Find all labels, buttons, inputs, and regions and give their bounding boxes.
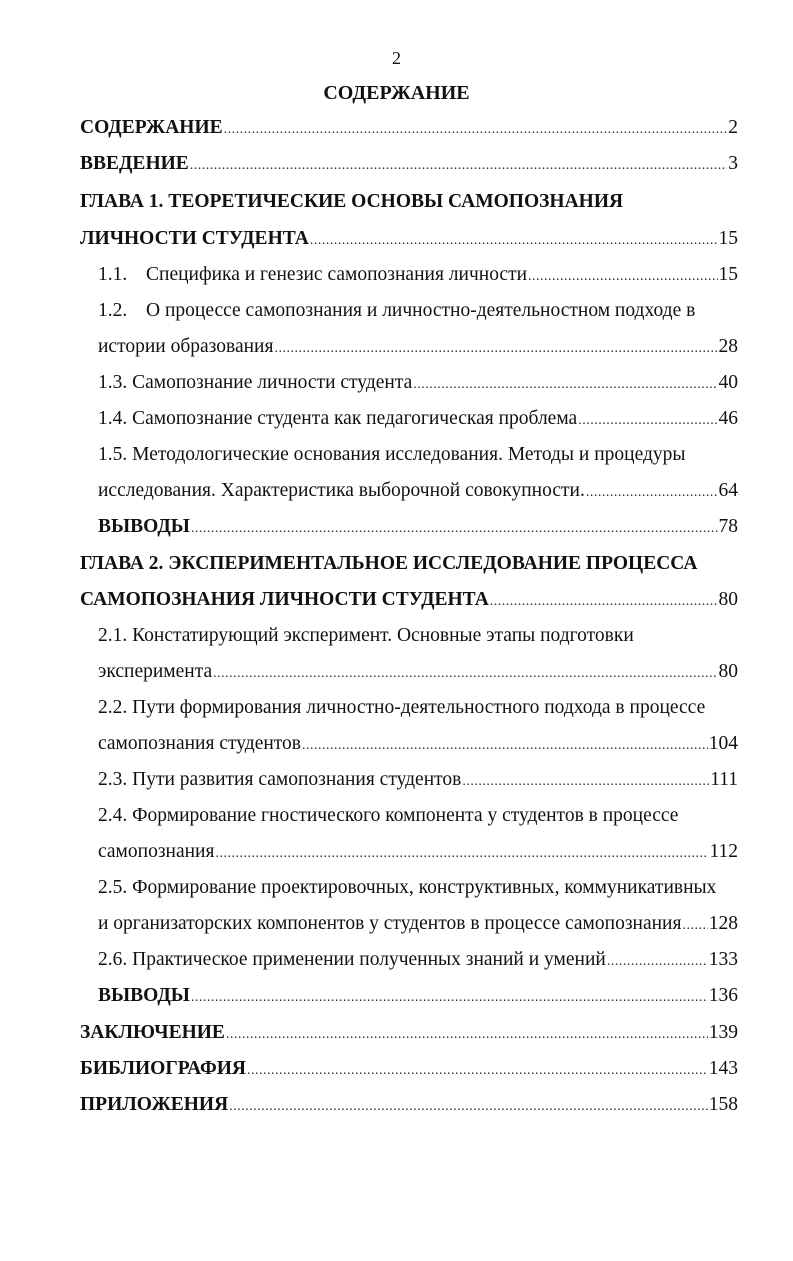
toc-entry-page: 3	[728, 153, 738, 174]
toc-entry-text: СОДЕРЖАНИЕ	[80, 117, 223, 138]
toc-entry-page: 143	[708, 1058, 738, 1079]
toc-entry-section-2-5-line-1[interactable]	[98, 873, 738, 903]
dot-leader	[302, 731, 708, 761]
toc-entry-section-2-1-line-1[interactable]	[98, 621, 738, 651]
dot-leader	[682, 911, 707, 941]
dot-leader	[215, 839, 708, 869]
dot-leader	[310, 226, 718, 256]
toc-entry-number: 1.1.	[98, 264, 128, 285]
toc-entry-bibliography[interactable]	[80, 1054, 738, 1084]
toc-entry-introduction[interactable]	[80, 149, 738, 179]
toc-entry-section-1-1[interactable]	[98, 260, 738, 290]
toc-entry-chapter-1-line-1[interactable]	[80, 187, 738, 217]
toc-entry-text: 2.3. Пути развития самопознания студентов	[98, 769, 462, 790]
toc-entry-page: 64	[718, 480, 738, 501]
toc-entry-chapter-1-line-2[interactable]	[80, 224, 738, 254]
toc-entry-chapter-2-line-1[interactable]	[80, 549, 738, 579]
toc-entry-page: 112	[709, 841, 738, 862]
toc-entry-section-2-2-line-2[interactable]	[98, 729, 738, 759]
dot-leader	[224, 115, 728, 145]
toc-entry-text: истории образования	[98, 336, 274, 357]
dot-leader	[191, 514, 718, 544]
dot-leader	[413, 370, 717, 400]
toc-entry-text: САМОПОЗНАНИЯ ЛИЧНОСТИ СТУДЕНТА	[80, 589, 489, 610]
toc-entry-page: 133	[708, 949, 738, 970]
dot-leader	[191, 983, 708, 1013]
dot-leader	[213, 659, 717, 689]
toc-entry-contents[interactable]	[80, 113, 738, 143]
dot-leader	[490, 587, 718, 617]
dot-leader	[462, 767, 709, 797]
dot-leader	[528, 262, 717, 292]
toc-entry-page: 40	[718, 372, 738, 393]
toc-entry-appendices[interactable]	[80, 1090, 738, 1120]
toc-entry-conclusions-2[interactable]	[98, 981, 738, 1011]
toc-entry-chapter-2-line-2[interactable]	[80, 585, 738, 615]
toc-entry-text: ВВЕДЕНИЕ	[80, 153, 189, 174]
toc-entry-text: 2.2. Пути формирования личностно-деятельностного подхода в процессе	[98, 697, 706, 718]
toc-entry-section-2-4-line-2[interactable]	[98, 837, 738, 867]
toc-entry-text: ВЫВОДЫ	[98, 985, 190, 1006]
toc-entry-page: 2	[728, 117, 738, 138]
toc-entry-text: самопознания	[98, 841, 215, 862]
toc-entry-text: и организаторских компонентов у студентов в процессе самопознания	[98, 913, 682, 934]
dot-leader	[190, 151, 727, 181]
page-title: СОДЕРЖАНИЕ	[323, 82, 470, 104]
toc-entry-text: ПРИЛОЖЕНИЯ	[80, 1094, 229, 1115]
toc-entry-text: ГЛАВА 1. ТЕОРЕТИЧЕСКИЕ ОСНОВЫ САМОПОЗНАНИЯ	[80, 191, 624, 212]
toc-entry-text: ГЛАВА 2. ЭКСПЕРИМЕНТАЛЬНОЕ ИССЛЕДОВАНИЕ ПРОЦЕССА	[80, 553, 698, 574]
toc-entry-text: 2.6. Практическое применении полученных знаний и умений	[98, 949, 606, 970]
toc-entry-conclusion[interactable]	[80, 1018, 738, 1048]
toc-entry-text: 1.3. Самопознание личности студента	[98, 372, 413, 393]
toc-entry-section-2-5-line-2[interactable]	[98, 909, 738, 939]
toc-entry-section-2-2-line-1[interactable]	[98, 693, 738, 723]
toc-entry-page: 136	[708, 985, 738, 1006]
dot-leader	[226, 1020, 708, 1050]
toc-entry-text: 2.5. Формирование проектировочных, конструктивных, коммуникативных	[98, 877, 717, 898]
toc-entry-text: ВЫВОДЫ	[98, 516, 190, 537]
toc-entry-text: 1.4. Самопознание студента как педагогическая проблема	[98, 408, 578, 429]
toc-entry-page: 28	[718, 336, 738, 357]
toc-entry-page: 139	[708, 1022, 738, 1043]
toc-entry-section-1-5-line-1[interactable]	[98, 440, 738, 470]
toc-entry-section-1-2-line-1[interactable]	[98, 296, 738, 326]
toc-entry-text: ЗАКЛЮЧЕНИЕ	[80, 1022, 225, 1043]
toc-entry-section-2-6[interactable]	[98, 945, 738, 975]
toc-entry-page: 15	[718, 228, 738, 249]
toc-entry-text: 1.5. Методологические основания исследования. Методы и процедуры	[98, 444, 686, 465]
toc-entry-section-2-3[interactable]	[98, 765, 738, 795]
toc-entry-page: 128	[708, 913, 738, 934]
toc-entry-number: 1.2.	[98, 300, 128, 321]
toc-entry-text: О процессе самопознания и личностно-деятельностном подходе в	[146, 300, 696, 321]
dot-leader	[247, 1056, 708, 1086]
toc-entry-text: ЛИЧНОСТИ СТУДЕНТА	[80, 228, 309, 249]
dot-leader	[578, 406, 717, 436]
toc-entry-section-1-3[interactable]	[98, 368, 738, 398]
toc-entry-text: 2.4. Формирование гностического компонента у студентов в процессе	[98, 805, 679, 826]
toc-entry-conclusions-1[interactable]	[98, 512, 738, 542]
dot-leader	[274, 334, 717, 364]
dot-leader	[607, 947, 708, 977]
toc-entry-page: 80	[718, 589, 738, 610]
toc-entry-text: БИБЛИОГРАФИЯ	[80, 1058, 247, 1079]
toc-entry-section-1-5-line-2[interactable]	[98, 476, 738, 506]
toc-entry-section-1-4[interactable]	[98, 404, 738, 434]
toc-entry-page: 111	[710, 769, 738, 790]
toc-entry-text: исследования. Характеристика выборочной совокупности.	[98, 480, 585, 501]
toc-entry-text: самопознания студентов	[98, 733, 302, 754]
toc-entry-text: эксперимента	[98, 661, 213, 682]
toc-entry-page: 78	[718, 516, 738, 537]
toc-entry-text: Специфика и генезис самопознания личности	[146, 264, 528, 285]
toc-entry-page: 46	[718, 408, 738, 429]
toc-entry-section-1-2-line-2[interactable]	[98, 332, 738, 362]
toc-entry-page: 80	[718, 661, 738, 682]
toc-entry-section-2-1-line-2[interactable]	[98, 657, 738, 687]
page-number: 2	[392, 48, 401, 68]
toc-entry-page: 15	[718, 264, 738, 285]
toc-entry-text: 2.1. Констатирующий эксперимент. Основные этапы подготовки	[98, 625, 634, 646]
dot-leader	[586, 478, 718, 508]
toc-entry-section-2-4-line-1[interactable]	[98, 801, 738, 831]
toc-entry-page: 104	[708, 733, 738, 754]
dot-leader	[229, 1092, 708, 1122]
toc-entry-page: 158	[708, 1094, 738, 1115]
